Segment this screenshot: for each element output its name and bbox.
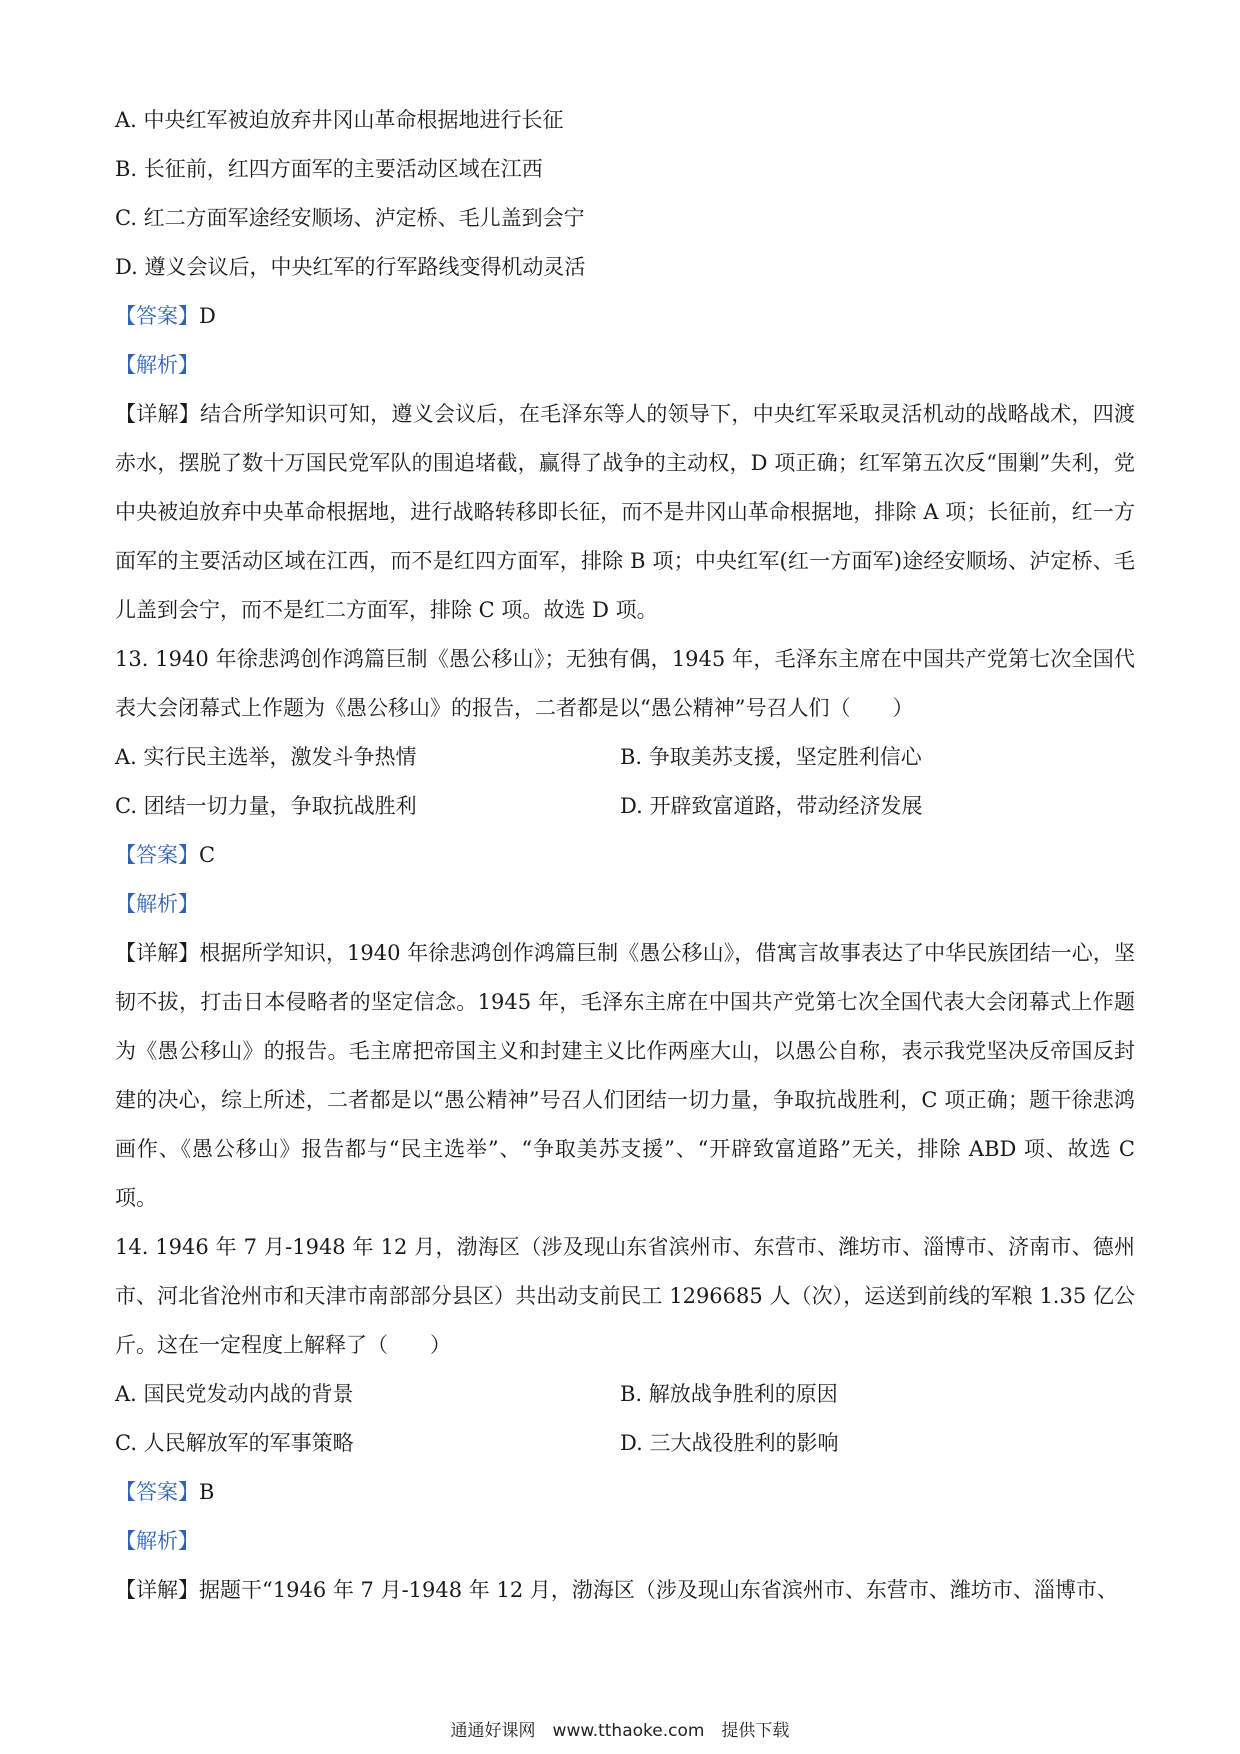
q13-option-a: A. 实行民主选举，激发斗争热情 bbox=[115, 745, 417, 769]
detail-text: 结合所学知识可知，遵义会议后，在毛泽东等人的领导下，中央红军采取灵活机动的战略战术，四渡赤水，摆脱了数十万国民党军队的围追堵截，赢得了战争的主动权，D 项正确；红军第五次反“围剿”失利，党中央被迫放弃中央革命根据地，进行战略转移即长征，而不是井冈山革命根据地，排除 A 项；长征前，红一方面军的主要活动区域在江西，而不是红四方面军，排除 B 项；中央红军(红一方面军)途经安顺场、泸定桥、毛儿盖到会宁，而不是红二方面军，排除 C 项。故选 D 项。 bbox=[115, 402, 1136, 622]
detail-tag: 【详解】 bbox=[115, 1578, 199, 1602]
q14-options-row-1 bbox=[115, 1370, 1135, 1419]
q14-option-c: C. 人民解放军的军事策略 bbox=[115, 1431, 354, 1455]
q13-analysis bbox=[115, 880, 1135, 929]
q12-answer bbox=[115, 292, 1135, 341]
answer-value: C bbox=[199, 843, 216, 867]
detail-tag: 【详解】 bbox=[115, 941, 200, 965]
answer-tag: 【答案】 bbox=[115, 843, 199, 867]
q12-option-d: D. 遵义会议后，中央红军的行军路线变得机动灵活 bbox=[115, 255, 586, 279]
q14-option-d: D. 三大战役胜利的影响 bbox=[620, 1431, 839, 1455]
q13-option-c: C. 团结一切力量，争取抗战胜利 bbox=[115, 794, 417, 818]
detail-text: 据题干“1946 年 7 月-1948 年 12 月，渤海区（涉及现山东省滨州市、东营市、潍坊市、淄博市、 bbox=[199, 1578, 1118, 1602]
analysis-tag: 【解析】 bbox=[115, 892, 199, 916]
answer-value: D bbox=[199, 304, 216, 328]
document-page bbox=[115, 96, 1135, 1615]
q14-option-b: B. 解放战争胜利的原因 bbox=[620, 1382, 838, 1406]
answer-tag: 【答案】 bbox=[115, 1480, 199, 1504]
q12-analysis bbox=[115, 341, 1135, 390]
page-footer: 通通好课网 www.tthaoke.com 提供下载 bbox=[450, 1721, 790, 1741]
answer-value: B bbox=[199, 1480, 215, 1504]
q14-analysis bbox=[115, 1517, 1135, 1566]
q14-detail bbox=[115, 1566, 1135, 1615]
q14-option-a: A. 国民党发动内战的背景 bbox=[115, 1382, 354, 1406]
q13-option-b: B. 争取美苏支援，坚定胜利信心 bbox=[620, 745, 922, 769]
q12-detail bbox=[115, 390, 1135, 635]
q13-options-row-1 bbox=[115, 733, 1135, 782]
q14-answer bbox=[115, 1468, 1135, 1517]
q12-option-c: C. 红二方面军途经安顺场、泸定桥、毛儿盖到会宁 bbox=[115, 206, 585, 230]
q14-options-row-2 bbox=[115, 1419, 1135, 1468]
q13-option-d: D. 开辟致富道路，带动经济发展 bbox=[620, 794, 923, 818]
analysis-tag: 【解析】 bbox=[115, 1529, 199, 1553]
analysis-tag: 【解析】 bbox=[115, 353, 199, 377]
detail-tag: 【详解】 bbox=[115, 402, 201, 426]
q13-stem: 13. 1940 年徐悲鸿创作鸿篇巨制《愚公移山》；无独有偶，1945 年，毛泽东主席在中国共产党第七次全国代表大会闭幕式上作题为《愚公移山》的报告，二者都是以“愚公精神”号召人们（ ） bbox=[115, 647, 1135, 720]
q13-answer bbox=[115, 831, 1135, 880]
answer-tag: 【答案】 bbox=[115, 304, 199, 328]
q13-options-row-2 bbox=[115, 782, 1135, 831]
q14-stem: 14. 1946 年 7 月-1948 年 12 月，渤海区（涉及现山东省滨州市、东营市、潍坊市、淄博市、济南市、德州市、河北省沧州市和天津市南部部分县区）共出动支前民工 1296685 人（次），运送到前线的军粮 1.35 亿公斤。这在一定程度上解释了（ ） bbox=[115, 1235, 1135, 1357]
q12-option-b: B. 长征前，红四方面军的主要活动区域在江西 bbox=[115, 157, 543, 181]
q12-option-a: A. 中央红军被迫放弃井冈山革命根据地进行长征 bbox=[115, 108, 564, 132]
detail-text: 根据所学知识，1940 年徐悲鸿创作鸿篇巨制《愚公移山》，借寓言故事表达了中华民族团结一心，坚韧不拔，打击日本侵略者的坚定信念。1945 年，毛泽东主席在中国共产党第七次全国代表大会闭幕式上作题为《愚公移山》的报告。毛主席把帝国主义和封建主义比作两座大山，以愚公自称，表示我党坚决反帝国反封建的决心，综上所述，二者都是以“愚公精神”号召人们团结一切力量，争取抗战胜利，C 项正确；题干徐悲鸿画作、《愚公移山》报告都与“民主选举”、“争取美苏支援”、“开辟致富道路”无关，排除 ABD 项、故选 C 项。 bbox=[115, 941, 1135, 1210]
q13-detail bbox=[115, 929, 1135, 1223]
